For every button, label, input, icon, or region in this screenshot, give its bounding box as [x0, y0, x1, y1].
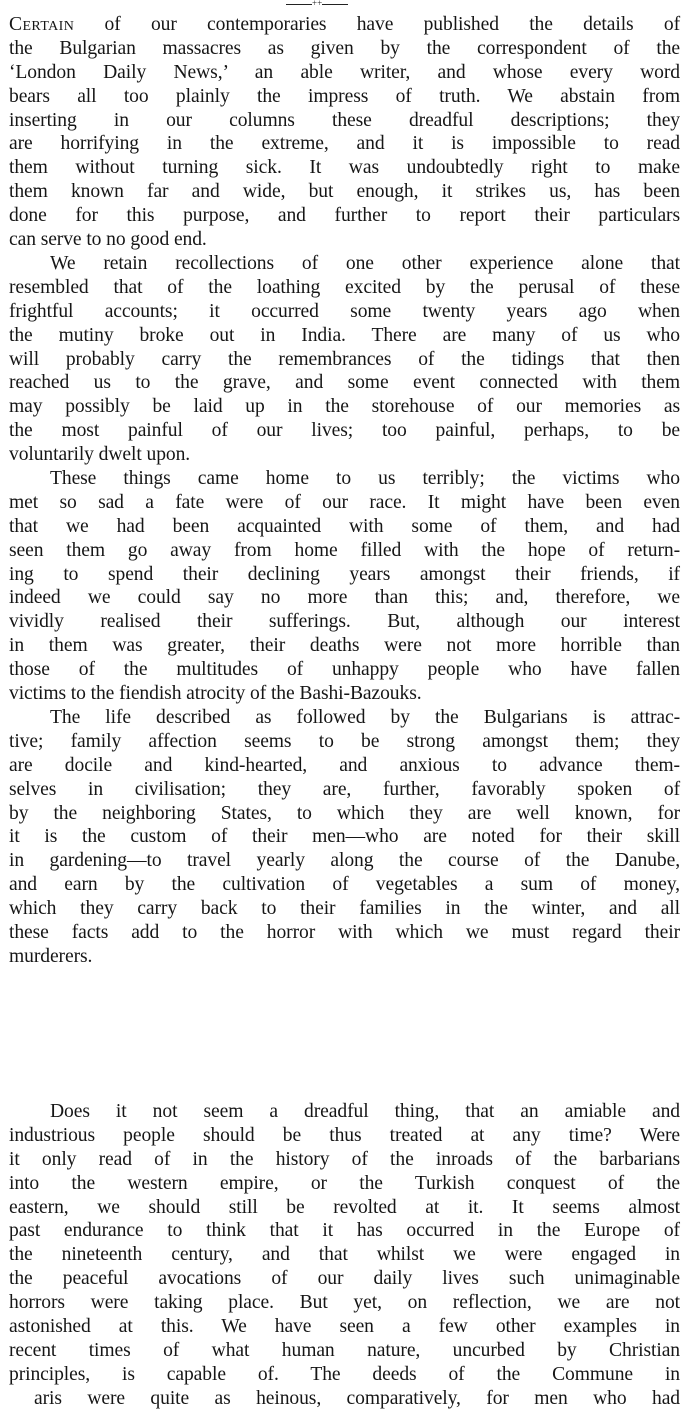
paragraph-line: by the neighboring States, to which they are well known, for: [9, 802, 680, 824]
paragraph-line: are docile and kind-hearted, and anxious to advance them-: [9, 754, 680, 776]
paragraph-line: met so sad a fate were of our race. It might have been even: [9, 491, 680, 513]
paragraph-line: into the western empire, or the Turkish conquest of the: [9, 1172, 680, 1194]
paragraph-line: will probably carry the remembrances of the tidings that then: [9, 348, 680, 370]
paragraph-line: in them was greater, their deaths were not more horrible than: [9, 635, 680, 657]
paragraph-line: bears all too plainly the impress of truth. We abstain from: [9, 85, 680, 107]
paragraph-line: industrious people should be thus treated at any time? Were: [9, 1124, 680, 1146]
paragraph-line: murderers.: [9, 945, 93, 967]
paragraph-line: these facts add to the horror with which we must regard their: [9, 922, 680, 944]
paragraph-line: These things came home to us terribly; the victims who: [50, 468, 680, 489]
paragraph-line: astonished at this. We have seen a few other examples in: [9, 1316, 680, 1338]
paragraph-line: the Bulgarian massacres as given by the correspondent of the: [9, 37, 680, 59]
paragraph-line: victims to the fiendish atrocity of the Bashi-Bazouks.: [9, 683, 422, 705]
paragraph-line: done for this purpose, and further to report their particulars: [9, 205, 680, 227]
paragraph-line: tive; family affection seems to be strong amongst them; they: [9, 730, 680, 752]
paragraph-5: [9, 1100, 680, 1411]
paragraph-line: Does it not seem a dreadful thing, that an amiable and: [50, 1101, 680, 1122]
paragraph-4: [9, 706, 680, 969]
paragraph-line: indeed we could say no more than this; and, therefore, we: [9, 587, 680, 609]
paragraph-line: We retain recollections of one other experience alone that: [50, 253, 680, 274]
paragraph-line: and earn by the cultivation of vegetables a sum of money,: [9, 874, 680, 896]
paragraph-line: the most painful of our lives; too painful, perhaps, to be: [9, 420, 680, 442]
paragraph-line: that we had been acquainted with some of them, and had: [9, 515, 680, 537]
paragraph-line: it is the custom of their men—who are noted for their skill: [9, 826, 680, 848]
paragraph-line: seen them go away from home filled with the hope of return-: [9, 539, 680, 561]
paragraph-line: aris were quite as heinous, comparatively, for men who had: [34, 1387, 680, 1409]
paragraph-line: it only read of in the history of the inroads of the barbarians: [9, 1148, 680, 1170]
paragraph-line: principles, is capable of. The deeds of the Commune in: [9, 1363, 680, 1385]
paragraph-line: inserting in our columns these dreadful descriptions; they: [9, 109, 680, 131]
paragraph-line: the mutiny broke out in India. There are many of us who: [9, 324, 680, 346]
paragraph-line: those of the multitudes of unhappy people who have fallen: [9, 659, 680, 681]
paragraph-2: [9, 252, 680, 467]
paragraph-line: horrors were taking place. But yet, on reflection, we are not: [9, 1292, 680, 1314]
paragraph-line: voluntarily dwelt upon.: [9, 444, 191, 466]
paragraph-line: recent times of what human nature, uncurbed by Christian: [9, 1339, 680, 1361]
paragraph-line: may possibly be laid up in the storehouse of our memories as: [9, 396, 680, 418]
paragraph-line: in gardening—to travel yearly along the course of the Danube,: [9, 850, 680, 872]
paragraph-line: can serve to no good end.: [9, 229, 207, 251]
paragraph-line: the nineteenth century, and that whilst we were engaged in: [9, 1244, 680, 1266]
paragraph-line: which they carry back to their families in the winter, and all: [9, 898, 680, 920]
paragraph-line: the peaceful avocations of our daily lives such unimaginable: [9, 1268, 680, 1290]
paragraph-line: ‘London Daily News,’ an able writer, and whose every word: [9, 61, 680, 83]
paragraph-3: [9, 467, 680, 706]
paragraph-line: frightful accounts; it occurred some twenty years ago when: [9, 300, 680, 322]
paragraph-line: past endurance to think that it has occurred in the Europe of: [9, 1220, 680, 1242]
paragraph-line: them known far and wide, but enough, it strikes us, has been: [9, 181, 680, 203]
paragraph-line: selves in civilisation; they are, further, favorably spoken of: [9, 778, 680, 800]
paragraph-line: resembled that of the loathing excited by the perusal of these: [9, 276, 680, 298]
paragraph-line: reached us to the grave, and some event connected with them: [9, 372, 680, 394]
paragraph-line: eastern, we should still be revolted at it. It seems almost: [9, 1196, 680, 1218]
paragraph-line: vividly realised their sufferings. But, although our interest: [9, 611, 680, 633]
paragraph-line: them without turning sick. It was undoubtedly right to make: [9, 157, 680, 179]
paragraph-1: [9, 13, 680, 252]
paragraph-line: Certain of our contemporaries have published the details of: [9, 14, 680, 35]
paragraph-line: ing to spend their declining years amongst their friends, if: [9, 563, 680, 585]
paragraph-line: are horrifying in the extreme, and it is impossible to read: [9, 133, 680, 155]
section-divider-ornament: [286, 0, 348, 8]
paragraph-lead-word: Certain: [9, 14, 75, 35]
paragraph-line: The life described as followed by the Bulgarians is attrac-: [50, 707, 680, 728]
divider-ornament-glyph: ++: [312, 0, 323, 8]
